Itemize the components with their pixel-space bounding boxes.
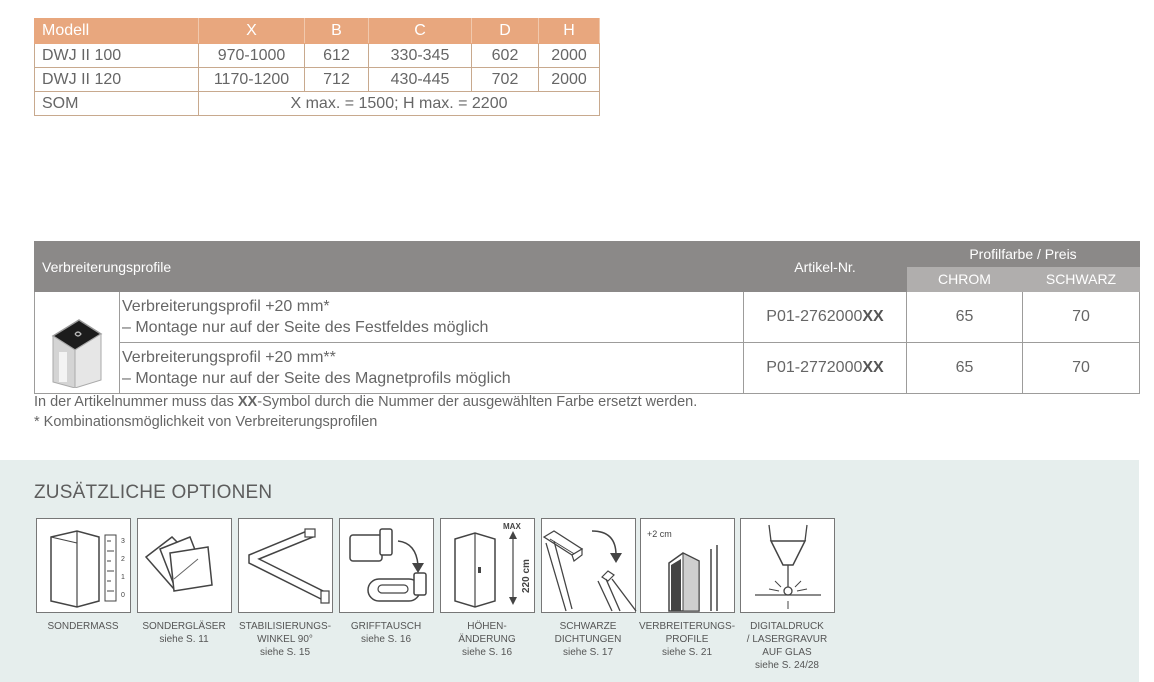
- note-text: In der Artikelnummer muss das: [34, 394, 238, 410]
- height-change-icon: [440, 518, 535, 613]
- option-black-seals: [539, 518, 637, 659]
- price-chrom: 65: [907, 292, 1023, 343]
- option-page-ref: siehe S. 16: [360, 634, 412, 645]
- option-label-line: SCHWARZE: [559, 621, 617, 632]
- option-special-glass: [135, 518, 233, 646]
- option-label: [638, 620, 736, 646]
- option-label-line: DIGITALDRUCK: [750, 621, 824, 632]
- option-label: [135, 620, 233, 633]
- option-label: [34, 620, 132, 633]
- option-label: [438, 620, 536, 646]
- col-header-chrom: CHROM: [907, 267, 1023, 292]
- table-row: [35, 44, 600, 68]
- custom-size-icon: [36, 518, 131, 613]
- option-label-line: / LASERGRAVUR: [746, 634, 828, 645]
- table-row-som: [35, 92, 600, 116]
- col-header-x: X: [199, 19, 305, 44]
- col-header-h: H: [539, 19, 600, 44]
- note-text: -Symbol durch die Nummer der ausgewählten Farbe ersetzt werden.: [257, 394, 698, 410]
- option-stabilizer: [236, 518, 334, 659]
- option-page-ref: siehe S. 17: [562, 647, 614, 658]
- option-label-line: SONDERMASS: [47, 621, 119, 632]
- option-label-line: SONDERGLÄSER: [142, 621, 226, 632]
- option-label-line: WINKEL 90°: [257, 634, 313, 645]
- col-header-b: B: [305, 19, 369, 44]
- option-label: [539, 620, 637, 646]
- height-value-label: 220 cm: [520, 559, 532, 593]
- note-symbol: XX: [237, 394, 258, 410]
- article-number-note: [34, 394, 697, 410]
- cell-som-limits: X max. = 1500; H max. = 2200: [199, 92, 600, 116]
- article-number-suffix: XX: [862, 308, 884, 325]
- svg-text:2: 2: [120, 556, 125, 563]
- widening-profiles-table: [34, 241, 1140, 394]
- article-number-suffix: XX: [862, 359, 884, 376]
- option-digital-print: [738, 518, 836, 672]
- cell-x: 1170-1200: [199, 68, 305, 92]
- svg-text:1: 1: [120, 574, 125, 581]
- col-header-d: D: [472, 19, 539, 44]
- cell-d: 702: [472, 68, 539, 92]
- option-label: [738, 620, 836, 659]
- profile-name: Verbreiterungsprofil +20 mm*: [122, 298, 330, 315]
- option-label: [236, 620, 334, 646]
- additional-options-section: [0, 460, 1139, 682]
- option-label-line: PROFILE: [665, 634, 709, 645]
- stabilizer-angle-icon: [238, 518, 333, 613]
- price-schwarz: 70: [1023, 343, 1140, 394]
- article-number: [744, 343, 907, 394]
- article-number-header: Artikel-Nr.: [744, 242, 907, 292]
- col-header-c: C: [369, 19, 472, 44]
- cell-d: 602: [472, 44, 539, 68]
- option-label-line: VERBREITERUNGS-: [638, 621, 736, 632]
- svg-text:3: 3: [120, 538, 125, 545]
- profile-description: [120, 292, 744, 343]
- profile-mounting-note: – Montage nur auf der Seite des Magnetprofils möglich: [122, 370, 511, 387]
- option-page-ref: siehe S. 24/28: [755, 660, 819, 671]
- price-schwarz: 70: [1023, 292, 1140, 343]
- cell-b: 712: [305, 68, 369, 92]
- dimensions-table: [34, 18, 600, 116]
- profile-description: [120, 343, 744, 394]
- handle-swap-icon: [339, 518, 434, 613]
- profiles-title: Verbreiterungsprofile: [35, 242, 744, 292]
- cell-model: SOM: [35, 92, 199, 116]
- cell-h: 2000: [539, 44, 600, 68]
- option-page-ref: siehe S. 11: [159, 634, 209, 645]
- option-label-line: AUF GLAS: [762, 647, 812, 658]
- option-page-ref: siehe S. 21: [661, 647, 713, 658]
- max-label: MAX: [502, 522, 521, 531]
- table-row: [35, 292, 1140, 343]
- col-header-schwarz: SCHWARZ: [1023, 267, 1140, 292]
- cell-c: 330-345: [369, 44, 472, 68]
- option-label-line: ÄNDERUNG: [458, 634, 516, 645]
- option-page-ref: siehe S. 15: [259, 647, 311, 658]
- laser-engraving-icon: [740, 518, 835, 613]
- profile-name: Verbreiterungsprofil +20 mm**: [122, 349, 336, 366]
- cell-model: DWJ II 100: [35, 44, 199, 68]
- option-label: [337, 620, 435, 633]
- plus-two-cm-label: +2 cm: [646, 529, 672, 539]
- profiles-header-row: [35, 242, 1140, 267]
- col-header-modell: Modell: [35, 19, 199, 44]
- black-seals-icon: [541, 518, 636, 613]
- option-custom-size: [34, 518, 132, 633]
- option-handle-swap: [337, 518, 435, 646]
- cell-h: 2000: [539, 68, 600, 92]
- cell-model: DWJ II 120: [35, 68, 199, 92]
- cell-x: 970-1000: [199, 44, 305, 68]
- option-label-line: GRIFFTAUSCH: [350, 621, 422, 632]
- options-title: ZUSÄTZLICHE OPTIONEN: [34, 482, 273, 503]
- article-number: [744, 292, 907, 343]
- special-glass-icon: [137, 518, 232, 613]
- color-price-header: Profilfarbe / Preis: [907, 242, 1140, 267]
- price-chrom: 65: [907, 343, 1023, 394]
- widening-profile-icon: [640, 518, 735, 613]
- option-label-line: DICHTUNGEN: [554, 634, 622, 645]
- combination-footnote: * Kombinationsmöglichkeit von Verbreiterungsprofilen: [34, 414, 378, 430]
- option-page-ref: siehe S. 16: [461, 647, 513, 658]
- option-label-line: HÖHEN-: [467, 621, 507, 632]
- article-number-prefix: P01-2772000: [766, 359, 863, 376]
- table-row: [35, 68, 600, 92]
- svg-text:0: 0: [120, 592, 125, 599]
- cell-b: 612: [305, 44, 369, 68]
- cell-c: 430-445: [369, 68, 472, 92]
- dimensions-header-row: [35, 19, 600, 44]
- option-label-line: STABILISIERUNGS-: [238, 621, 332, 632]
- option-height-change: [438, 518, 536, 659]
- article-number-prefix: P01-2762000: [766, 308, 863, 325]
- widening-profile-image: [35, 292, 119, 388]
- profile-mounting-note: – Montage nur auf der Seite des Festfeldes möglich: [122, 319, 489, 336]
- option-widening-profiles: [638, 518, 736, 659]
- table-row: [35, 343, 1140, 394]
- profile-image-cell: [35, 292, 120, 394]
